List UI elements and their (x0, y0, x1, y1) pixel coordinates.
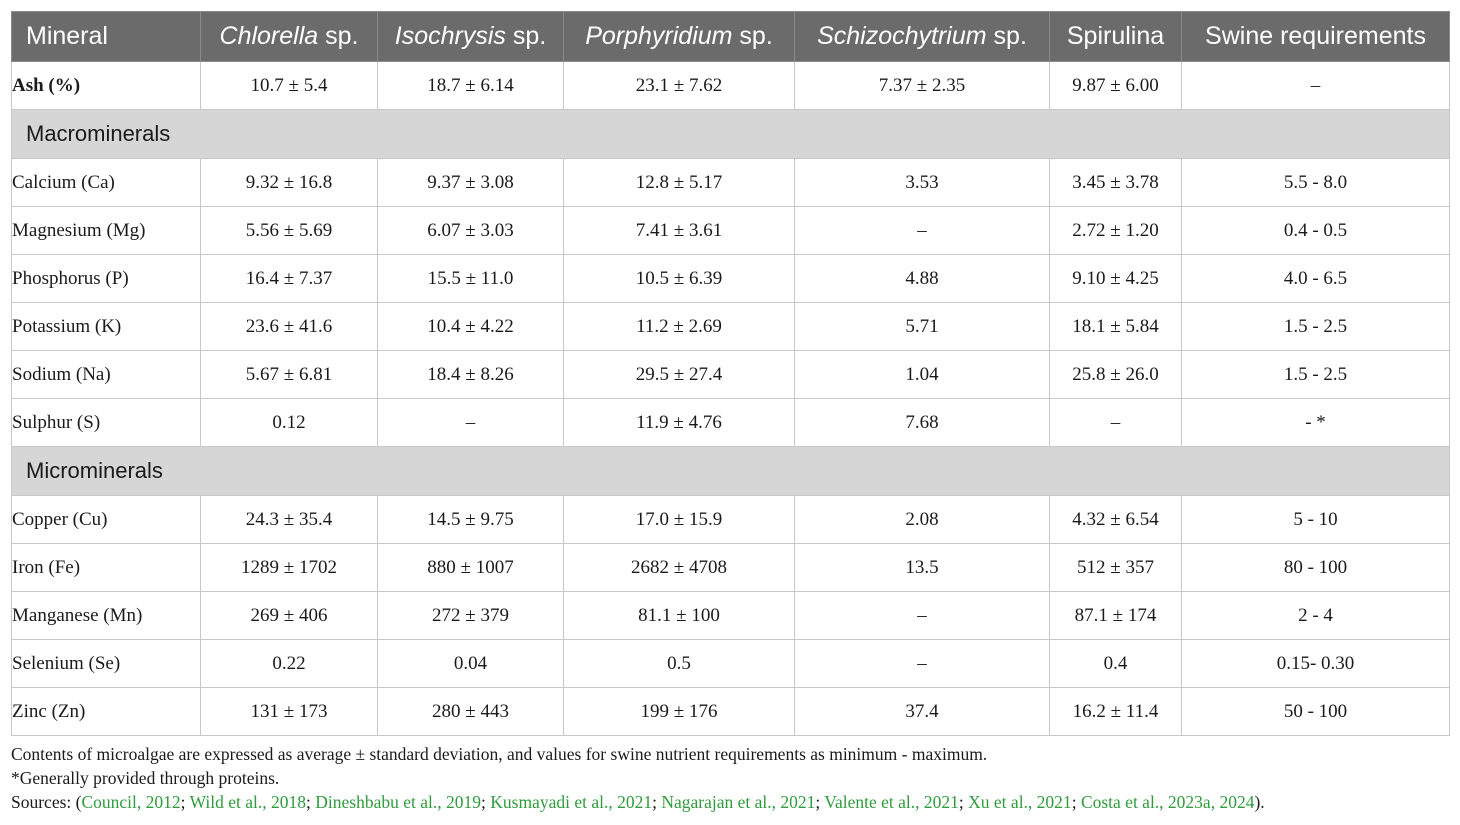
cell-value: 50 - 100 (1182, 688, 1450, 736)
cell-value: – (795, 207, 1050, 255)
table-footnotes (11, 742, 1451, 814)
cell-value: 9.37 ± 3.08 (378, 159, 564, 207)
cell-value: 131 ± 173 (201, 688, 378, 736)
cell-value: 4.32 ± 6.54 (1050, 496, 1182, 544)
cell-value: 2 - 4 (1182, 592, 1450, 640)
source-link[interactable]: Kusmayadi et al., 2021 (490, 792, 653, 812)
table-row-ash (12, 62, 1450, 110)
cell-value: 15.5 ± 11.0 (378, 255, 564, 303)
source-link[interactable]: Wild et al., 2018 (189, 792, 307, 812)
table-row (12, 159, 1450, 207)
cell-value: 4.0 - 6.5 (1182, 255, 1450, 303)
source-link[interactable]: Nagarajan et al., 2021 (661, 792, 816, 812)
cell-value: 272 ± 379 (378, 592, 564, 640)
cell-value: 80 - 100 (1182, 544, 1450, 592)
section-title: Microminerals (12, 447, 1450, 496)
cell-value: 1289 ± 1702 (201, 544, 378, 592)
row-label: Calcium (Ca) (12, 159, 201, 207)
cell-value: 512 ± 357 (1050, 544, 1182, 592)
table-row (12, 496, 1450, 544)
cell-value: 5.67 ± 6.81 (201, 351, 378, 399)
cell-value: 17.0 ± 15.9 (564, 496, 795, 544)
cell-value: 280 ± 443 (378, 688, 564, 736)
table-row (12, 688, 1450, 736)
cell-value: 81.1 ± 100 (564, 592, 795, 640)
table-row (12, 351, 1450, 399)
cell-value: 0.4 - 0.5 (1182, 207, 1450, 255)
row-label: Iron (Fe) (12, 544, 201, 592)
table-header-row (12, 12, 1450, 62)
cell-value: 1.04 (795, 351, 1050, 399)
cell-value: 5 - 10 (1182, 496, 1450, 544)
header-porphyridium: Porphyridium sp. (564, 12, 795, 62)
cell-value: 23.6 ± 41.6 (201, 303, 378, 351)
cell-value: 18.4 ± 8.26 (378, 351, 564, 399)
row-label: Selenium (Se) (12, 640, 201, 688)
table-row (12, 255, 1450, 303)
row-label: Phosphorus (P) (12, 255, 201, 303)
cell-value: 16.4 ± 7.37 (201, 255, 378, 303)
footnote-asterisk: *Generally provided through proteins. (11, 768, 280, 788)
cell-value: 0.12 (201, 399, 378, 447)
section-title: Macrominerals (12, 110, 1450, 159)
table-row (12, 592, 1450, 640)
header-swine-requirements: Swine requirements (1182, 12, 1450, 62)
cell-value: 5.56 ± 5.69 (201, 207, 378, 255)
cell-value: 13.5 (795, 544, 1050, 592)
cell-value: 0.15- 0.30 (1182, 640, 1450, 688)
row-label: Ash (%) (12, 62, 201, 110)
cell-value: 5.71 (795, 303, 1050, 351)
row-label: Sodium (Na) (12, 351, 201, 399)
cell-value: 37.4 (795, 688, 1050, 736)
table-row (12, 399, 1450, 447)
cell-value: 16.2 ± 11.4 (1050, 688, 1182, 736)
cell-value: 1.5 - 2.5 (1182, 351, 1450, 399)
header-schizochytrium: Schizochytrium sp. (795, 12, 1050, 62)
cell-value: 0.04 (378, 640, 564, 688)
cell-value: – (1182, 62, 1450, 110)
cell-value: 1.5 - 2.5 (1182, 303, 1450, 351)
cell-value: 9.32 ± 16.8 (201, 159, 378, 207)
cell-value: 12.8 ± 5.17 (564, 159, 795, 207)
cell-value: 18.1 ± 5.84 (1050, 303, 1182, 351)
cell-value: 10.5 ± 6.39 (564, 255, 795, 303)
cell-value: 14.5 ± 9.75 (378, 496, 564, 544)
source-link[interactable]: Valente et al., 2021 (824, 792, 959, 812)
cell-value: – (1050, 399, 1182, 447)
cell-value: 25.8 ± 26.0 (1050, 351, 1182, 399)
header-spirulina: Spirulina (1050, 12, 1182, 62)
cell-value: 880 ± 1007 (378, 544, 564, 592)
cell-value: 9.87 ± 6.00 (1050, 62, 1182, 110)
header-chlorella: Chlorella sp. (201, 12, 378, 62)
cell-value: 5.5 - 8.0 (1182, 159, 1450, 207)
table-row (12, 303, 1450, 351)
cell-value: 24.3 ± 35.4 (201, 496, 378, 544)
cell-value: 11.9 ± 4.76 (564, 399, 795, 447)
cell-value: 0.4 (1050, 640, 1182, 688)
row-label: Manganese (Mn) (12, 592, 201, 640)
footnote-units: Contents of microalgae are expressed as average ± standard deviation, and values for swine nutrient requirements as minimum - maximum. (11, 744, 988, 764)
cell-value: – (378, 399, 564, 447)
source-link[interactable]: Council, 2012 (81, 792, 181, 812)
row-label: Magnesium (Mg) (12, 207, 201, 255)
cell-value: - * (1182, 399, 1450, 447)
cell-value: 2.72 ± 1.20 (1050, 207, 1182, 255)
cell-value: 9.10 ± 4.25 (1050, 255, 1182, 303)
row-label: Potassium (K) (12, 303, 201, 351)
cell-value: 6.07 ± 3.03 (378, 207, 564, 255)
cell-value: 7.37 ± 2.35 (795, 62, 1050, 110)
header-isochrysis: Isochrysis sp. (378, 12, 564, 62)
footnote-sources: Sources: (Council, 2012; Wild et al., 2018; Dineshbabu et al., 2019; Kusmayadi et al., 2021; Nagarajan et al., 2021; Valente et al., 2021; Xu et al., 2021; Costa et al., 2023a, 2024). (11, 792, 1265, 812)
cell-value: 3.45 ± 3.78 (1050, 159, 1182, 207)
table-row (12, 544, 1450, 592)
cell-value: 199 ± 176 (564, 688, 795, 736)
source-link[interactable]: Costa et al., 2023a, 2024 (1080, 792, 1255, 812)
mineral-composition-table (11, 11, 1450, 736)
section-header-macrominerals (12, 110, 1450, 159)
cell-value: 87.1 ± 174 (1050, 592, 1182, 640)
cell-value: 29.5 ± 27.4 (564, 351, 795, 399)
source-link[interactable]: Dineshbabu et al., 2019 (315, 792, 481, 812)
cell-value: 3.53 (795, 159, 1050, 207)
table-row (12, 207, 1450, 255)
table-row (12, 640, 1450, 688)
section-header-microminerals (12, 447, 1450, 496)
source-link[interactable]: Xu et al., 2021 (968, 792, 1072, 812)
cell-value: – (795, 640, 1050, 688)
row-label: Sulphur (S) (12, 399, 201, 447)
cell-value: 2682 ± 4708 (564, 544, 795, 592)
cell-value: 10.7 ± 5.4 (201, 62, 378, 110)
cell-value: 0.22 (201, 640, 378, 688)
cell-value: 18.7 ± 6.14 (378, 62, 564, 110)
cell-value: – (795, 592, 1050, 640)
header-mineral: Mineral (12, 12, 201, 62)
cell-value: 7.68 (795, 399, 1050, 447)
cell-value: 10.4 ± 4.22 (378, 303, 564, 351)
row-label: Copper (Cu) (12, 496, 201, 544)
cell-value: 11.2 ± 2.69 (564, 303, 795, 351)
cell-value: 0.5 (564, 640, 795, 688)
cell-value: 269 ± 406 (201, 592, 378, 640)
row-label: Zinc (Zn) (12, 688, 201, 736)
cell-value: 7.41 ± 3.61 (564, 207, 795, 255)
cell-value: 4.88 (795, 255, 1050, 303)
cell-value: 23.1 ± 7.62 (564, 62, 795, 110)
cell-value: 2.08 (795, 496, 1050, 544)
